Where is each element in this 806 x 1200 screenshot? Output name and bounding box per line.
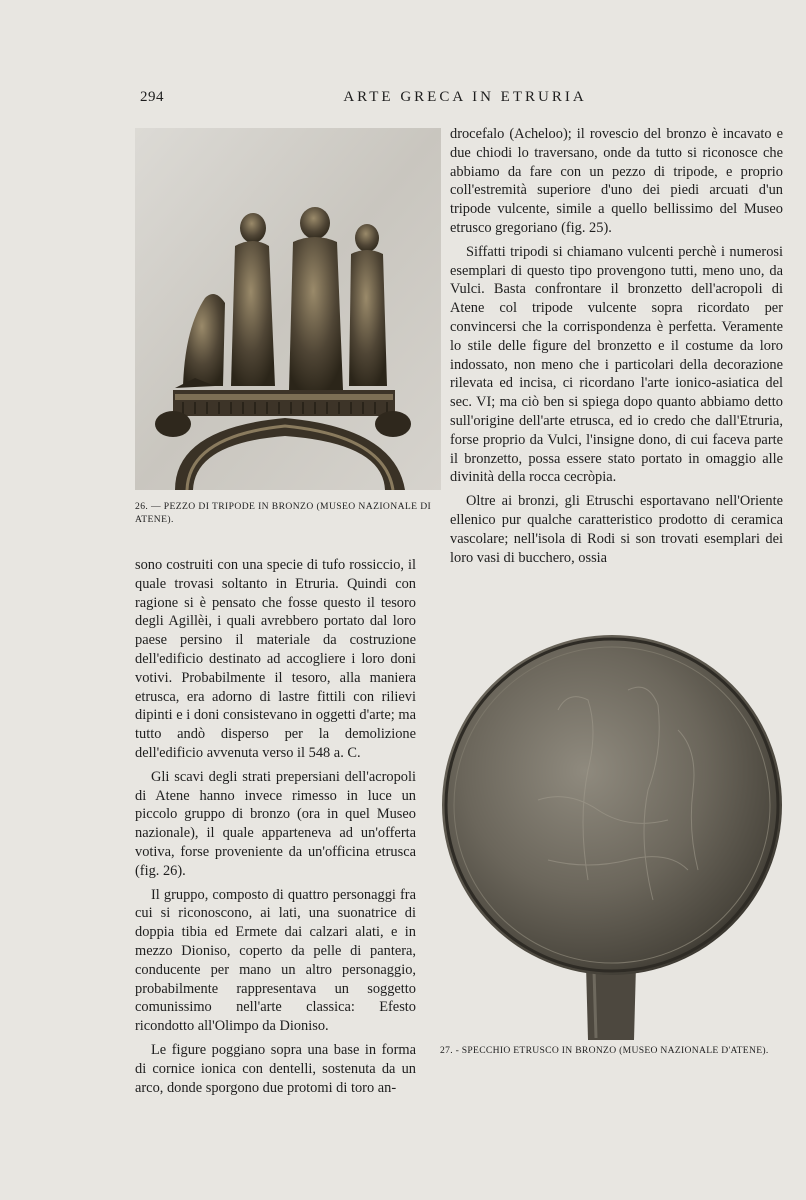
right-paragraph-1: drocefalo (Acheloo); il rovescio del bronzo è incavato e due chiodi lo traversano, onde da tutto si riconosce che abbiamo da fare con un pezzo di tripode, e proprio coll'estremità superiore d'uno dei piedi arcuati d'un tripode vulcente, simile a quello bellissimo del Museo etrusco gregoriano (fig. 25). (450, 126, 783, 236)
right-paragraph-2: Siffatti tripodi si chiamano vulcenti perchè i numerosi esemplari di questo tipo provengono tutti, meno uno, da Vulci. Basta confrontare il bronzetto dell'acropoli di Atene col tripode vulcente sopra ricordato per convincersi che la corrispondenza è perfetta. Veramente lo stile delle figure del bronzetto e il costume da loro indossato, non meno che i particolari della decorazione rilevata ed incisa, ci ricordano l'arte ionico-asiatica del sec. VI; ma ciò ben si spiega dopo quanto abbiamo detto sull'origine dell'arte etrusca, ed io credo che dall'Etruria, forse proprio da Vulci, l'insigne dono, di cui faceva parte il bronzetto, possa essere stato portato in omaggio alle divinità della rocca cecròpia. (450, 243, 783, 486)
page-number: 294 (140, 89, 164, 105)
figure-27-photo (438, 620, 788, 1040)
left-paragraph-3: Il gruppo, composto di quattro personaggi fra cui si riconoscono, ai lati, una suonatrice di doppia tibia ed Ermete dai calzari alati, e in mezzo Dioniso, coperto da pelle di pantera, conducente per mano un altro personaggio, probabilmente rappresentava un soggetto comunissimo nell'arte classica: Efesto ricondotto all'Olimpo da Dioniso. (135, 886, 416, 1035)
figure-27-caption: 27. - SPECCHIO ETRUSCO IN BRONZO (MUSEO NAZIONALE D'ATENE). (440, 1045, 769, 1056)
figure-26-photo (135, 128, 441, 490)
left-column-text (135, 556, 416, 1102)
etruscan-mirror-illustration (438, 620, 788, 1040)
left-paragraph-2: Gli scavi degli strati prepersiani dell'acropoli di Atene hanno invece rimesso in luce un piccolo gruppo di bronzo (ora in quel Museo nazionale), il quale apparteneva ad un'offerta votiva, forse proveniente da un'officina etrusca (fig. 26). (135, 768, 416, 879)
running-title: ARTE GRECA IN ETRURIA (343, 89, 587, 105)
right-column-text (450, 125, 783, 572)
figure-26-caption: 26. — PEZZO DI TRIPODE IN BRONZO (MUSEO NAZIONALE DI ATENE). (135, 501, 432, 525)
left-paragraph-4: Le figure poggiano sopra una base in forma di cornice ionica con dentelli, sostenuta da un arco, donde sporgono due protomi di toro an- (135, 1041, 416, 1096)
right-paragraph-3: Oltre ai bronzi, gli Etruschi esportavano nell'Oriente ellenico pur qualche caratteristico prodotto di ceramica vascolare; nell'isola di Rodi si son trovati esemplari dei loro vasi di bucchero, ossia (450, 493, 783, 566)
tripod-bronze-illustration (135, 128, 441, 490)
left-paragraph-1: sono costruiti con una specie di tufo rossiccio, il quale trovasi soltanto in Etruria. Quindi con ragione si è pensato che fosse questo il tesoro degli Agillèi, i quali avrebbero portato dal loro paese persino il materiale da costruzione dell'edificio destinato ad accogliere i loro doni votivi. Probabilmente il tesoro, alla maniera etrusca, era adorno di lastre fittili con rilievi dipinti e i doni consistevano in oggetti d'arte; ma tutto andò disperso per la demolizione dell'edificio avvenuta verso il 548 a. C. (135, 557, 416, 761)
